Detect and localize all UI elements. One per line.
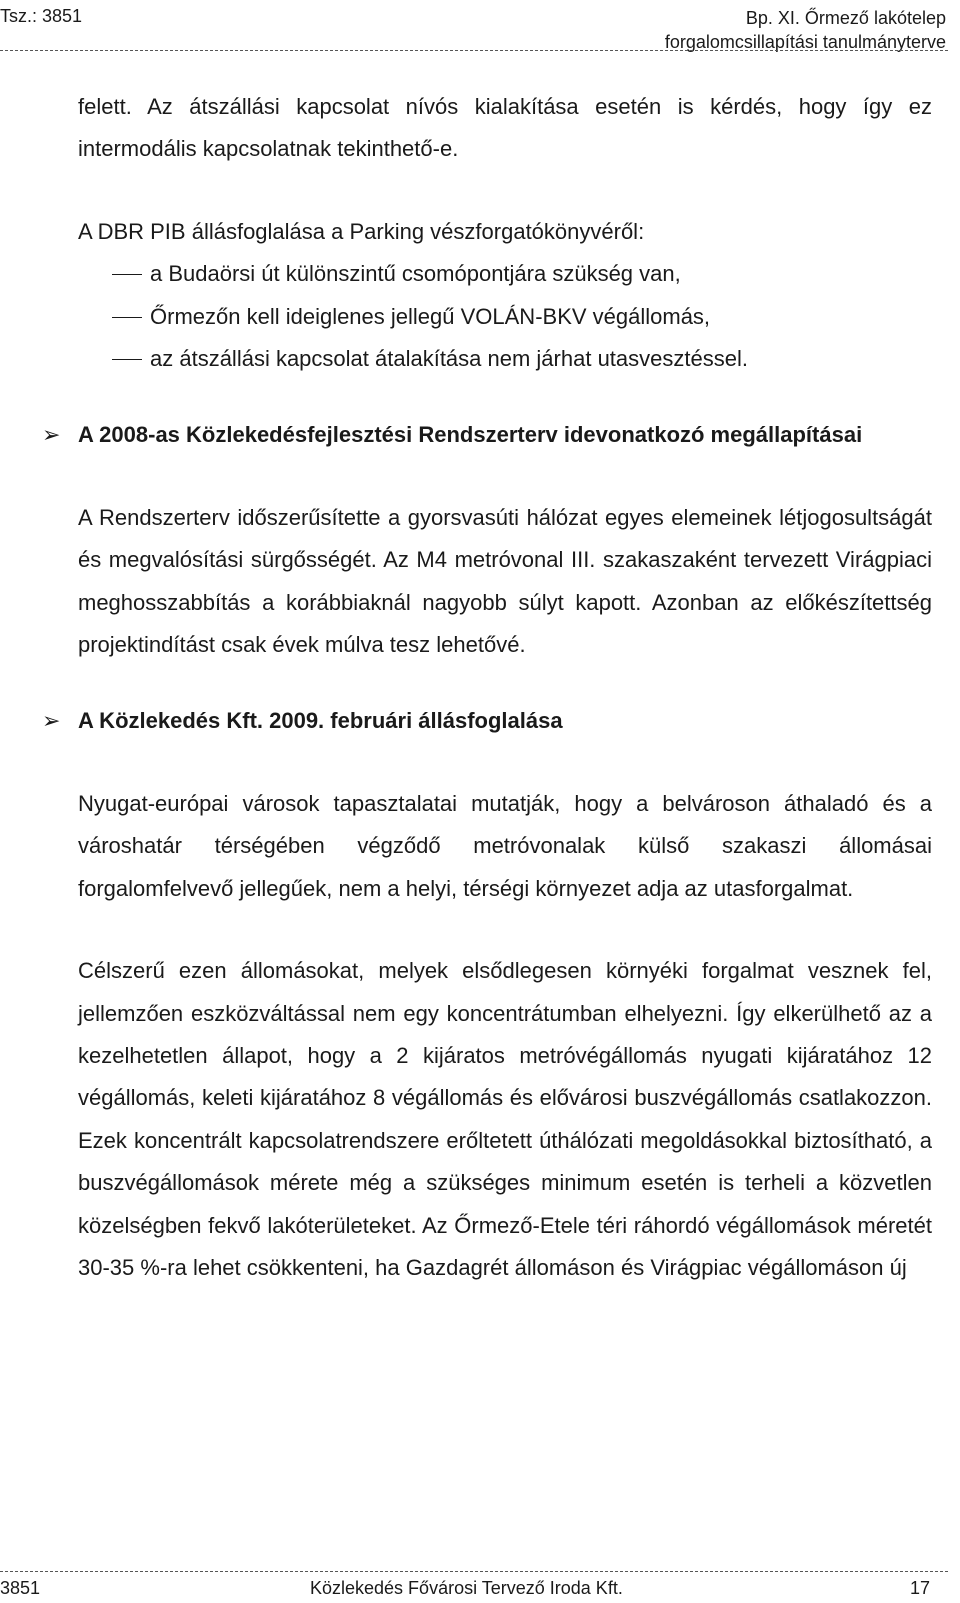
paragraph-celszeru: Célszerű ezen állomásokat, melyek elsődlegesen környéki forgalmat vesznek fel, jellemzően eszközváltással nem egy koncentrátumban elhelyezni. Így elkerülhető az a kezelhetetlen állapot, hogy a 2 kijáratos metróvégállomás nyugati kijáratához 12 végállomás, keleti kijáratához 8 végállomás és elővárosi buszvégállomás csatlakozzon. Ezek koncentrált kapcsolatrendszere erőltetett úthálózati megoldásokkal biztosítható, a buszvégállomások mérete még a szükséges minimum esetén is terheli a közvetlen közelségben fekvő lakóterületeket. Az Őrmező-Etele téri ráhordó végállomások méretét 30-35 %-ra lehet csökkenteni, ha Gazdagrét állomáson és Virágpiac végállomáson új xyxy=(78,958,932,1280)
section-heading xyxy=(42,414,932,456)
footer-document-number: 3851 xyxy=(0,1578,41,1598)
section-heading-text: A Közlekedés Kft. 2009. februári állásfoglalása xyxy=(78,708,563,734)
footer-company: Közlekedés Fővárosi Tervező Iroda Kft. xyxy=(310,1578,623,1598)
list-item xyxy=(78,253,932,295)
document-title-line2: forgalomcsillapítási tanulmányterve xyxy=(664,32,946,52)
paragraph-dbr-pib: A DBR PIB állásfoglalása a Parking vészforgatókönyvéről: xyxy=(78,218,645,244)
list-item xyxy=(78,338,932,380)
list-item-text: a Budaörsi út különszintű csomópontjára szükség van, xyxy=(150,261,681,287)
page-footer xyxy=(0,1578,960,1602)
document-number: Tsz.: 3851 xyxy=(0,6,83,26)
paragraph-rendszerterv: A Rendszerterv időszerűsítette a gyorsvasúti hálózat egyes elemeinek létjogosultságát és megvalósítási sürgősségét. Az M4 metróvonal III. szakaszaként tervezett Virágpiaci meghosszabbítás a korábbiaknál nagyobb súlyt kapott. Azonban az előkészítettség projektindítást csak évek múlva tesz lehetővé. xyxy=(78,504,932,658)
page-header xyxy=(0,0,960,56)
footer-divider xyxy=(0,1571,948,1572)
list-item xyxy=(78,296,932,338)
paragraph-continuation: felett. Az átszállási kapcsolat nívós kialakítása esetén is kérdés, hogy így ez intermodális kapcsolatnak tekinthető-e. xyxy=(78,94,932,162)
page-body xyxy=(42,86,932,1289)
document-title-line1: Bp. XI. Őrmező lakótelep xyxy=(745,8,946,28)
dash-bullet-icon xyxy=(112,274,142,275)
paragraph-nyugat-europai: Nyugat-európai városok tapasztalatai mutatják, hogy a belvároson áthaladó és a városhatár térségében végződő metróvonalak külső szakaszi állomásai forgalomfelvevő jellegűek, nem a helyi, térségi környezet adja az utasforgalmat. xyxy=(78,790,932,901)
header-divider xyxy=(0,50,948,51)
dash-bullet-icon xyxy=(112,317,142,318)
section-heading xyxy=(42,700,932,742)
arrow-bullet-icon: ➢ xyxy=(42,708,61,734)
document-title xyxy=(665,6,946,54)
dash-bullet-icon xyxy=(112,359,142,360)
list-item-text: Őrmezőn kell ideiglenes jellegű VOLÁN-BKV végállomás, xyxy=(150,303,711,329)
page-number: 17 xyxy=(909,1578,930,1598)
arrow-bullet-icon: ➢ xyxy=(42,422,61,448)
section-heading-text: A 2008-as Közlekedésfejlesztési Rendszerterv idevonatkozó megállapításai xyxy=(78,422,863,448)
list-item-text: az átszállási kapcsolat átalakítása nem járhat utasvesztéssel. xyxy=(150,346,748,372)
